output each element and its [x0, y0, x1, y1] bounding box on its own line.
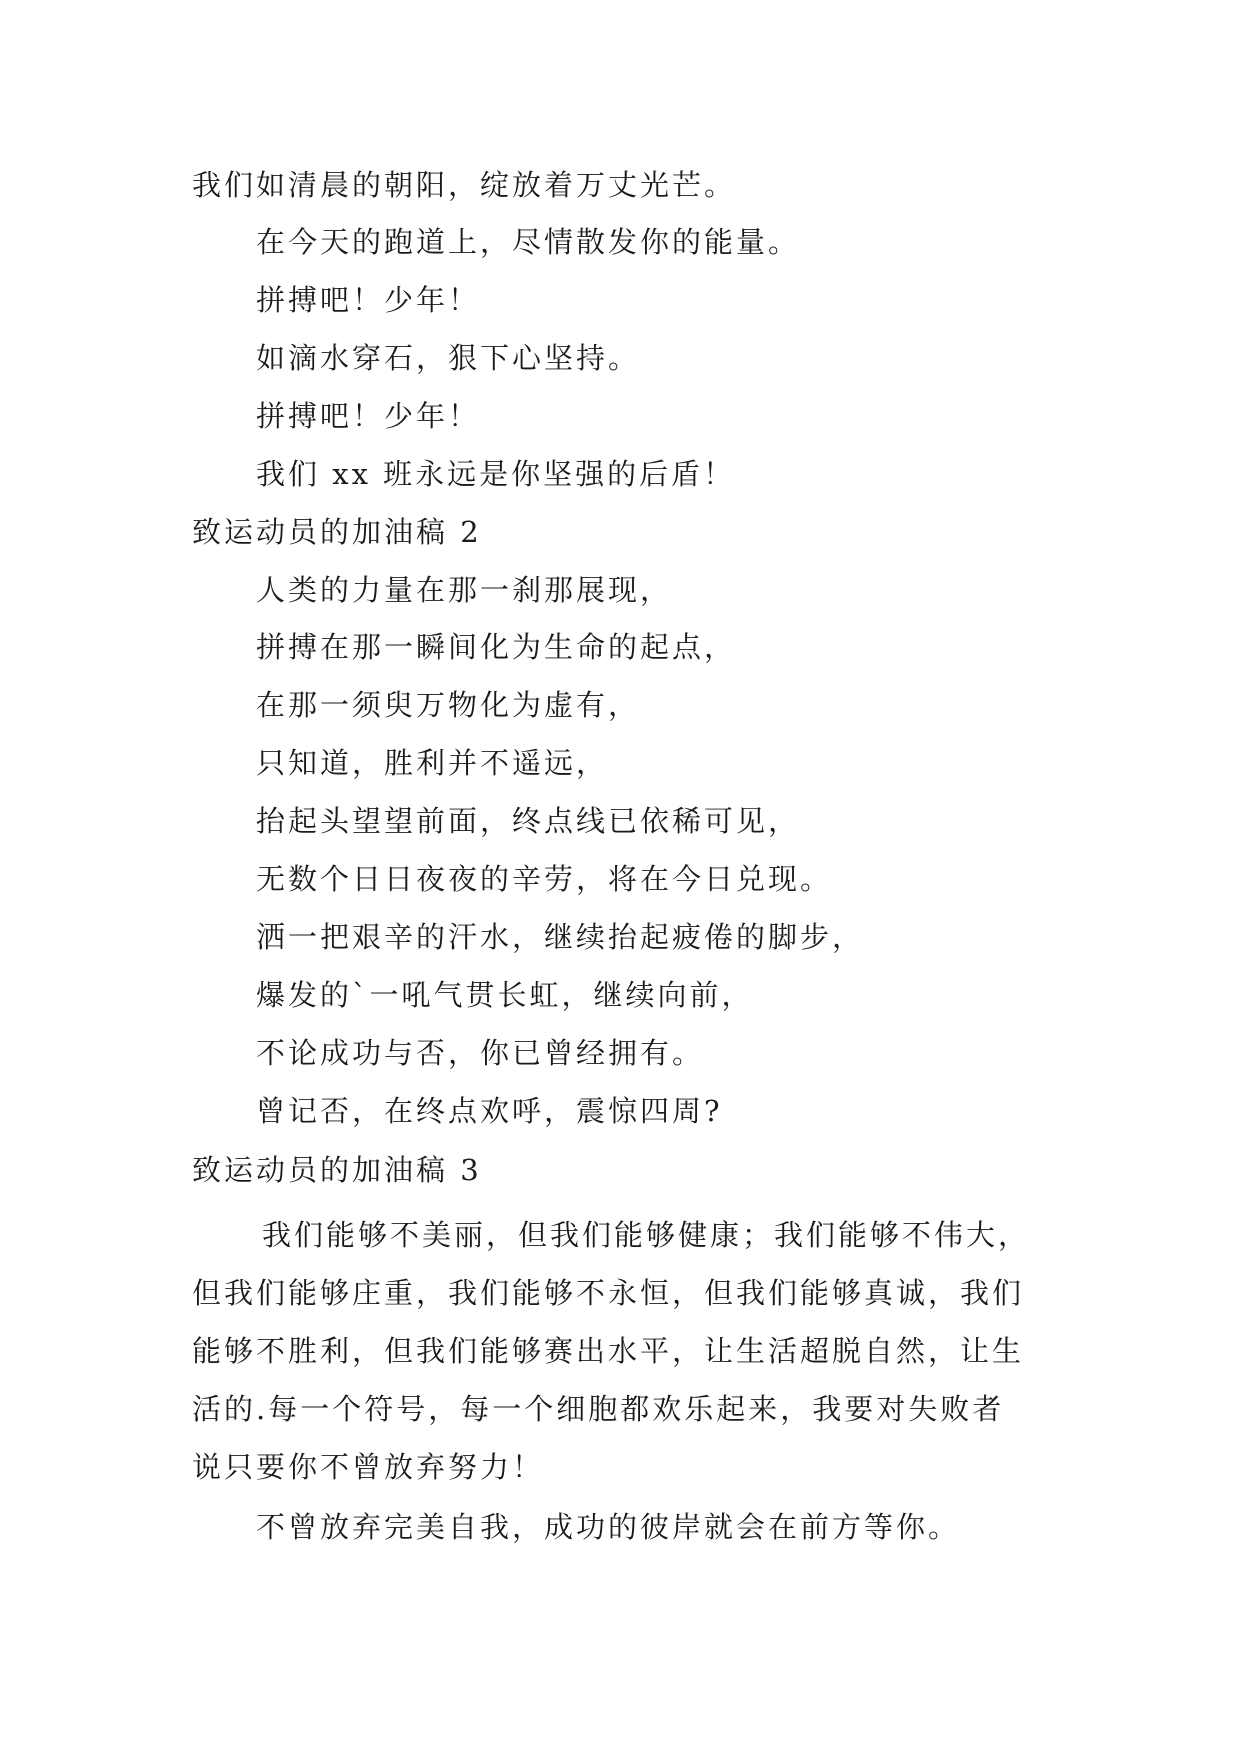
paragraph-line: 我们能够不美丽，但我们能够健康；我们能够不伟大， [262, 1218, 1031, 1252]
text-line: 我们 xx 班永远是你坚强的后盾！ [256, 457, 736, 491]
text-line: 我们如清晨的朝阳，绽放着万丈光芒。 [192, 168, 737, 202]
text-line: 曾记否，在终点欢呼，震惊四周? [256, 1094, 723, 1128]
text-line: 拼搏在那一瞬间化为生命的起点， [256, 630, 737, 664]
text-line: 不论成功与否，你已曾经拥有。 [256, 1036, 705, 1070]
text-line: 洒一把艰辛的汗水，继续抬起疲倦的脚步， [256, 920, 865, 954]
text-line: 在那一须臾万物化为虚有， [256, 688, 641, 722]
text-line: 人类的力量在那一刹那展现， [256, 573, 673, 607]
text-line: 爆发的`一吼气贯长虹，继续向前， [256, 978, 754, 1012]
text-line: 只知道，胜利并不遥远， [256, 746, 609, 780]
text-line: 在今天的跑道上，尽情散发你的能量。 [256, 225, 801, 259]
text-line: 无数个日日夜夜的辛劳，将在今日兑现。 [256, 862, 833, 896]
paragraph-line: 说只要你不曾放弃努力！ [192, 1450, 545, 1484]
section-heading: 致运动员的加油稿 2 [192, 515, 482, 549]
paragraph-line: 但我们能够庄重，我们能够不永恒，但我们能够真诚，我们 [192, 1276, 1025, 1310]
text-line: 抬起头望望前面，终点线已依稀可见， [256, 804, 801, 838]
text-line: 不曾放弃完美自我，成功的彼岸就会在前方等你。 [256, 1510, 961, 1544]
text-line: 拼搏吧！少年！ [256, 399, 481, 433]
text-line: 拼搏吧！少年！ [256, 283, 481, 317]
paragraph-line: 活的.每一个符号，每一个细胞都欢乐起来，我要对失败者 [192, 1392, 1005, 1426]
text-line: 如滴水穿石，狠下心坚持。 [256, 341, 641, 375]
paragraph-line: 能够不胜利，但我们能够赛出水平，让生活超脱自然，让生 [192, 1334, 1025, 1368]
section-heading: 致运动员的加油稿 3 [192, 1153, 482, 1187]
